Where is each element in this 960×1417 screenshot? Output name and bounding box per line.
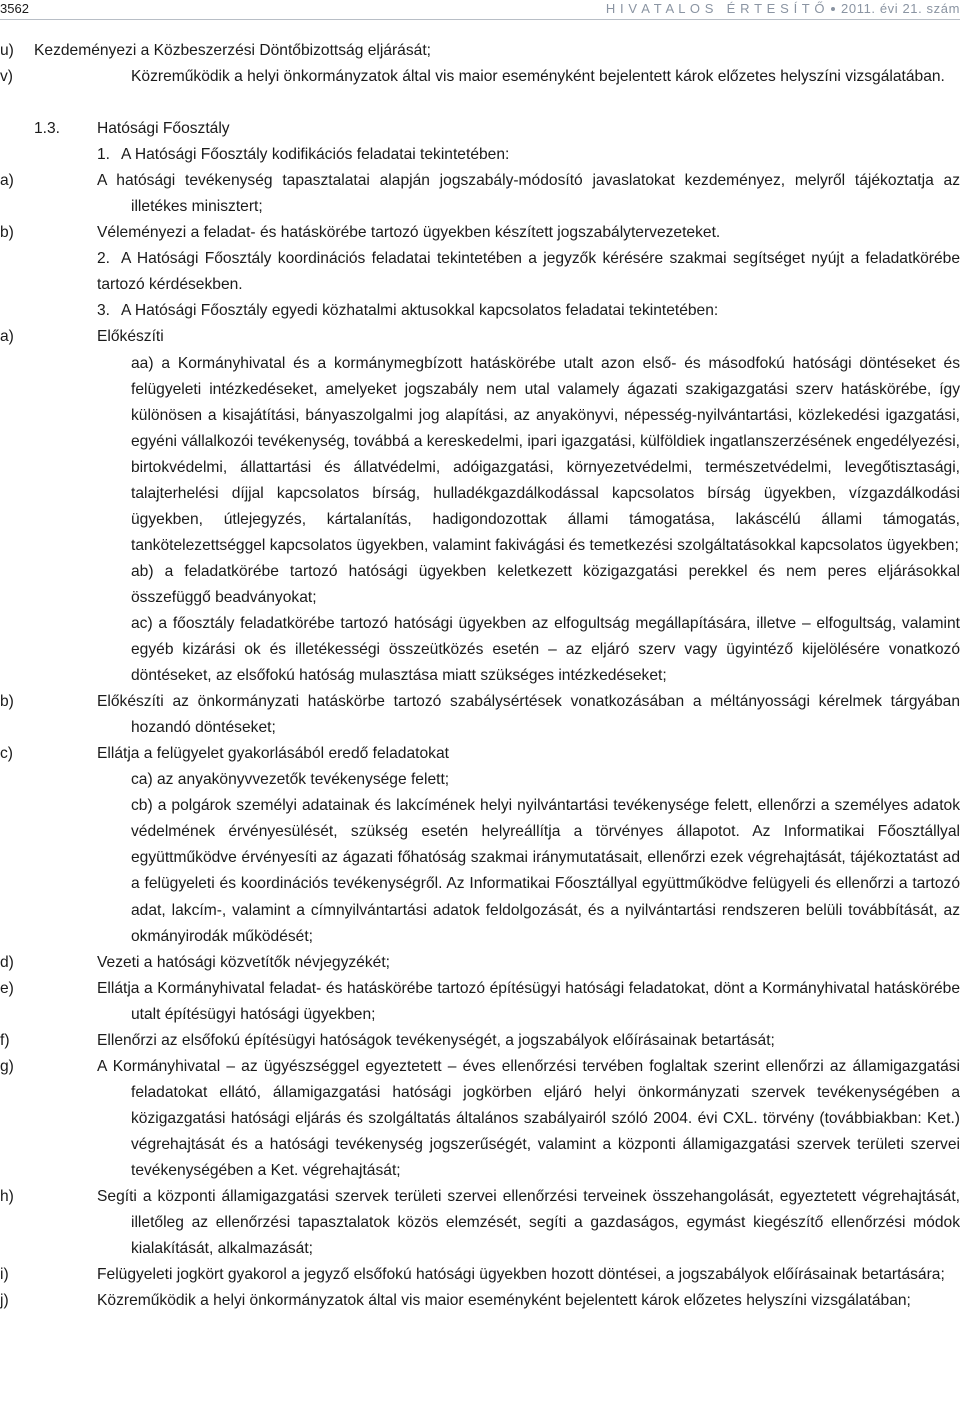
list-item-text: Véleményezi a feladat- és hatáskörébe tartozó ügyekben készített jogszabálytervezeteket. [97, 224, 721, 242]
paragraph-text: A Hatósági Főosztály egyedi közhatalmi aktusokkal kapcsolatos feladatai tekintetében: [121, 302, 719, 320]
section-title: Hatósági Főosztály [97, 120, 230, 138]
sub-item-ca: ca) az anyakönyvvezetők tevékenysége felett; [131, 771, 450, 789]
list-item-text: A Kormányhivatal – az ügyészséggel egyeztetett – éves ellenőrzési tervében foglaltak szerint ellenőrzi az államigazgatási feladatokat ellátó, államigazgatási hatósági jogkörben eljáró helyi önkormányzati szervek tevékenységében a közigazgatási hatósági eljárás és szolgáltatás általános szabályairól szóló 2004. évi CXL. törvény (továbbiakban: Ket.) végrehajtását és a hatósági tevékenység jogszerűségét, valamint a központi államigazgatási szervek területi szervei tevékenységében a Ket. végrehajtását; [97, 1057, 960, 1179]
journal-title: H I V A T A L O S É R T E S Í T Ő [605, 1, 826, 16]
list-item-text: Előkészíti az önkormányzati hatáskörbe tartozó szabálysértések vonatkozásában a méltányossági kérelmek tárgyában hozandó döntéseket; [97, 693, 960, 737]
sub-item-aa: aa) a Kormányhivatal és a kormánymegbízott hatáskörébe utalt azon első- és másodfokú hatósági döntéseket és felügyeleti intézkedéseket, amelyeket jogszabály nem utal valamely ágazati szakigazgatási szerv hatáskörébe, így különösen a kisajátítási, bányaszolgalmi jog alapítási, az anyakönyvi, népesség-nyilvántartási, közlekedési igazgatási, egyéni vállalkozói tevékenység, továbbá a kereskedelmi, ipari igazgatási, külföldiek ingatlanszerzésének engedélyezési, birtokvédelmi, állattartási és állatvédelmi, adóigazgatási, környezetvédelmi, természetvédelmi, levegőtisztasági, talajterhelési díjjal kapcsolatos bírság, hulladékgazdálkodással kapcsolatos bírság ügyekben, vízgazdálkodási ügyekben, útlejegyzés, kártalanítás, hadigondozottak állami támogatása, lakáscélú állami támogatás, tankötelezettséggel kapcsolatos ügyekben, valamint fakivágási és temetkezési szolgáltatásokkal kapcsolatos ügyekben; [131, 354, 960, 554]
list-item-3b [0, 689, 960, 741]
page-header [0, 0, 960, 22]
list-item-3g [0, 1054, 960, 1184]
list-marker: i) [0, 1266, 9, 1284]
list-item-1a [0, 168, 960, 220]
list-item-text: Felügyeleti jogkört gyakorol a jegyző elsőfokú hatósági ügyekben hozott döntései, a jogszabályok előírásainak betartására; [97, 1266, 945, 1284]
list-item-text: Előkészíti [97, 328, 164, 346]
paragraph-number: 3. [97, 302, 111, 320]
list-marker: a) [0, 172, 14, 190]
list-item-3e [0, 976, 960, 1028]
list-item-text: Kezdeményezi a Közbeszerzési Döntőbizottság eljárását; [34, 42, 431, 59]
list-item-text: Segíti a központi államigazgatási szervek területi szervei ellenőrzési terveinek összehangolását, egyeztetett végrehajtását, illetőleg az ellenőrzési tapasztalatok közös elemzését, segíti a gazdaságos, egymást kiegészítő ellenőrzési módok kialakítását, alkalmazását; [97, 1188, 960, 1258]
list-marker: b) [0, 693, 14, 711]
journal-header [606, 0, 960, 18]
paragraph-3 [0, 298, 960, 324]
list-marker: b) [0, 224, 14, 242]
list-marker: c) [0, 745, 13, 763]
list-item-text: Közreműködik a helyi önkormányzatok által vis maior eseményként bejelentett károk előzetes helyszíni vizsgálatában. [131, 68, 945, 86]
list-item-3f [0, 1028, 960, 1054]
list-marker: d) [0, 953, 14, 971]
paragraph-number: 1. [97, 146, 111, 164]
list-marker: v) [0, 68, 13, 86]
list-marker: e) [0, 979, 14, 997]
list-item-3i [0, 1262, 960, 1288]
paragraph-1 [0, 142, 960, 168]
list-item-v [0, 64, 960, 90]
sub-item-cb: cb) a polgárok személyi adatainak és lakcímének helyi nyilvántartási tevékenysége felett, ellenőrzi a személyes adatok védelmének érvényesülését, szükség esetén helyreállítja a törvényes állapotot. Az Informatikai Főosztállyal együttműködve érvényesíti az ágazati főhatóság szakmai iránymutatásait, ellenőrzi ezek végrehajtását, tájékoztatást ad a felügyeleti és koordinációs tevékenységről. Az Informatikai Főosztállyal együttműködve felügyeli és ellenőrzi a tartozó adat, lakcím-, valamint a címnyilvántartási adatok feldolgozását, és a nyilvántartási rendszeren belüli továbbítását, az okmányirodák működését; [131, 797, 960, 945]
paragraph-text: A Hatósági Főosztály kodifikációs feladatai tekintetében: [121, 146, 510, 164]
section-number: 1.3. [34, 120, 61, 138]
issue-label: 2011. évi 21. szám [841, 1, 960, 16]
document-body [0, 38, 960, 1314]
list-marker: j) [0, 1292, 9, 1310]
list-item-u [0, 38, 960, 64]
list-item-3j [0, 1288, 960, 1314]
list-item-text: Közreműködik a helyi önkormányzatok által vis maior eseményként bejelentett károk előzetes helyszíni vizsgálatában; [97, 1292, 911, 1310]
list-item-3d [0, 950, 960, 976]
list-item-text: Ellátja a felügyelet gyakorlásából eredő feladatokat [97, 745, 449, 763]
section-heading [0, 116, 960, 142]
list-item-text: Ellenőrzi az elsőfokú építésügyi hatóságok tevékenységét, a jogszabályok előírásainak betartását; [97, 1031, 775, 1049]
paragraph-text: A Hatósági Főosztály koordinációs feladatai tekintetében a jegyzők kérésére szakmai segítséget nyújt a feladatkörébe tartozó kérdésekben. [97, 250, 960, 294]
list-item-text: Vezeti a hatósági közvetítők névjegyzékét; [97, 953, 390, 971]
list-item-3a [0, 324, 960, 350]
list-item-3h [0, 1184, 960, 1262]
sub-item-ab: ab) a feladatkörébe tartozó hatósági ügyekben keletkezett közigazgatási perekkel és nem peres eljárásokkal összefüggő beadványokat; [131, 562, 960, 606]
sub-item-ac: ac) a főosztály feladatkörébe tartozó hatósági ügyekben az elfogultság megállapítására, illetve – elfogultság, valamint egyéb kizárási ok és illetékességi összeütközés esetén – az eljáró szerv vagy ügyintéző kijelölésére vonatkozó döntéseket, az elsőfokú hatóság mulasztása miatt szükséges intézkedéseket; [131, 614, 960, 685]
list-marker: g) [0, 1057, 14, 1075]
list-marker: f) [0, 1031, 10, 1049]
bullet-separator-icon [831, 7, 835, 11]
list-marker: h) [0, 1188, 14, 1206]
list-marker: u) [0, 42, 14, 59]
list-item-3c [0, 741, 960, 767]
paragraph-number: 2. [97, 250, 111, 268]
list-item-text: Ellátja a Kormányhivatal feladat- és hatáskörébe tartozó építésügyi hatósági feladatokat, dönt a Kormányhivatal hatáskörébe utalt építésügyi hatósági ügyekben; [97, 979, 960, 1023]
paragraph-2 [0, 246, 960, 298]
list-item-1b [0, 220, 960, 246]
header-divider [0, 19, 960, 20]
page-number: 3562 [0, 1, 29, 16]
list-item-text: A hatósági tevékenység tapasztalatai alapján jogszabály-módosító javaslatokat kezdeményez, melyről tájékoztatja az illetékes minisztert; [97, 172, 960, 216]
list-marker: a) [0, 328, 14, 346]
